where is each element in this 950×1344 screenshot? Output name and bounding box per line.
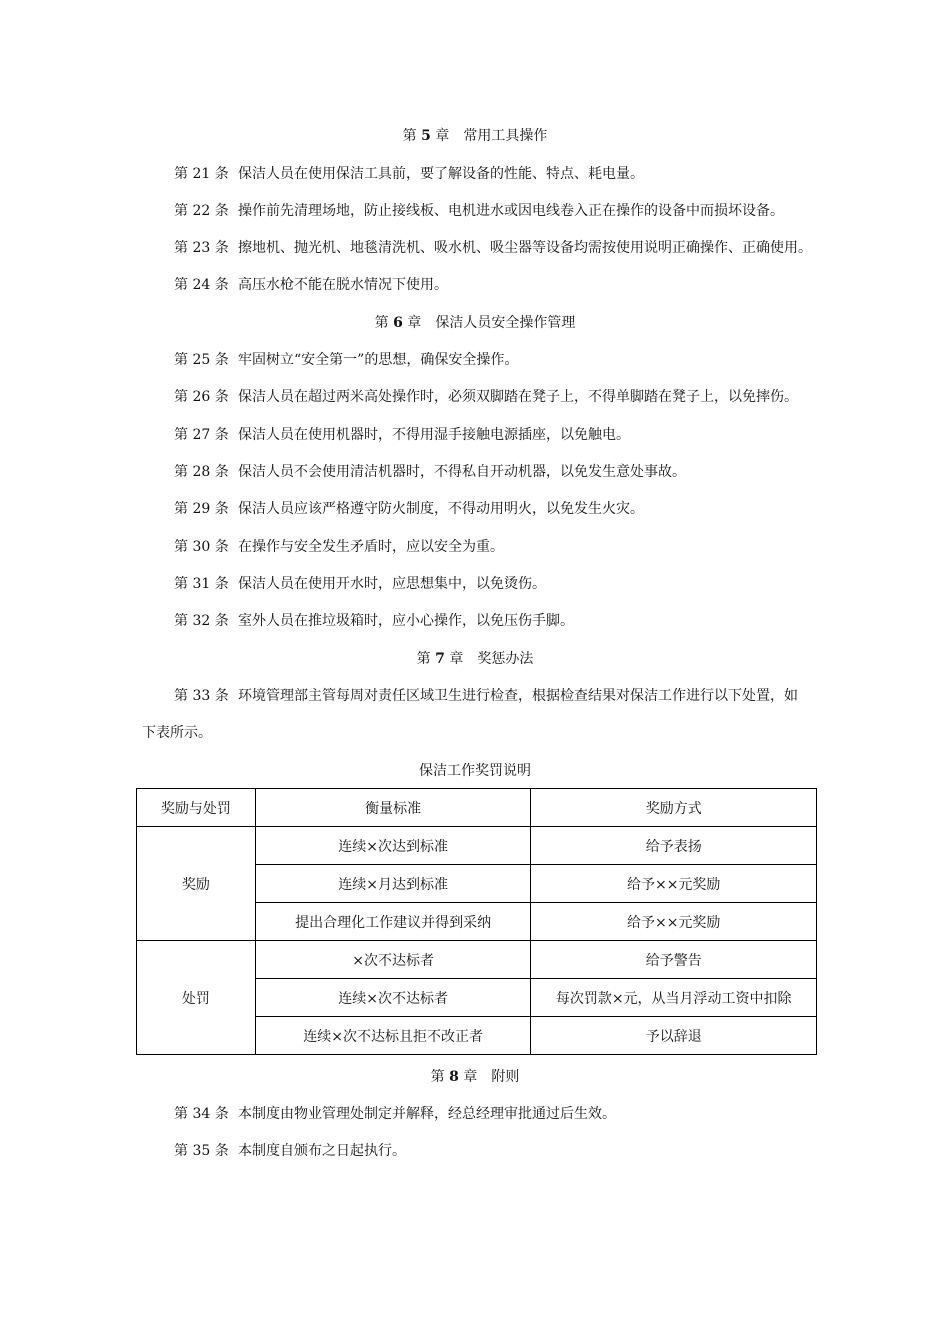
article: [174, 425, 630, 445]
article-text: 高压水枪不能在脱水情况下使用。: [238, 277, 448, 293]
method-cell: 予以辞退: [531, 1017, 817, 1055]
article-text: 保洁人员应该严格遵守防火制度，不得动用明火，以免发生火灾。: [238, 501, 644, 517]
table-caption: 保洁工作奖罚说明: [419, 763, 531, 779]
article: [174, 462, 686, 482]
group-label-reward: 奖励: [137, 827, 256, 941]
method-cell: 给予××元奖励: [531, 865, 817, 903]
chapter-title: 常用工具操作: [463, 128, 548, 144]
article: [174, 1141, 406, 1161]
chapter-heading: [0, 126, 950, 146]
chapter-number: 7: [435, 651, 445, 667]
article-text: 室外人员在推垃圾箱时，应小心操作，以免压伤手脚。: [238, 613, 574, 629]
article-text: 本制度自颁布之日起执行。: [238, 1143, 406, 1159]
chapter-heading: [0, 1067, 950, 1087]
chapter-title: 保洁人员安全操作管理: [435, 315, 576, 331]
article-number: 第 32 条: [174, 613, 229, 629]
article-text: 操作前先清理场地，防止接线板、电机进水或因电线卷入正在操作的设备中而损坏设备。: [238, 203, 784, 219]
article-text: 在操作与安全发生矛盾时，应以安全为重。: [238, 539, 504, 555]
article-number: 第 35 条: [174, 1143, 229, 1159]
table-header-cell: 衡量标准: [255, 789, 531, 827]
article-number: 第 30 条: [174, 539, 229, 555]
article: [174, 499, 644, 519]
criterion-cell: 提出合理化工作建议并得到采纳: [255, 903, 531, 941]
chapter-heading: [0, 313, 950, 333]
article-number: 第 25 条: [174, 352, 229, 368]
article-number: 第 21 条: [174, 166, 229, 182]
article: [174, 686, 798, 706]
criterion-cell: 连续×次达到标准: [255, 827, 531, 865]
chapter-prefix: 第: [416, 651, 431, 667]
chapter-suffix: 章: [463, 1069, 478, 1085]
article-text: 保洁人员在使用开水时，应思想集中，以免烫伤。: [238, 576, 546, 592]
article-text: 保洁人员在超过两米高处操作时，必须双脚踏在凳子上，不得单脚踏在凳子上，以免摔伤。: [238, 389, 798, 405]
chapter-number: 6: [393, 315, 403, 331]
method-cell: 每次罚款×元，从当月浮动工资中扣除: [531, 979, 817, 1017]
article-number: 第 27 条: [174, 427, 229, 443]
chapter-prefix: 第: [402, 128, 417, 144]
article-number: 第 28 条: [174, 464, 229, 480]
article: [174, 1104, 616, 1124]
table-row: [137, 941, 817, 979]
article-text: 保洁人员不会使用清洁机器时，不得私自开动机器，以免发生意处事故。: [238, 464, 686, 480]
chapter-title: 附则: [491, 1069, 520, 1085]
table-row: [137, 827, 817, 865]
chapter-number: 5: [421, 128, 431, 144]
article: [174, 350, 518, 370]
article-text: 保洁人员在使用保洁工具前，要了解设备的性能、特点、耗电量。: [238, 166, 644, 182]
table-header-cell: 奖励与处罚: [137, 789, 256, 827]
article-text: 本制度由物业管理处制定并解释，经总经理审批通过后生效。: [238, 1106, 616, 1122]
method-cell: 给予××元奖励: [531, 903, 817, 941]
chapter-number: 8: [449, 1069, 459, 1085]
table-header-row: [137, 789, 817, 827]
method-cell: 给予表扬: [531, 827, 817, 865]
article-text: 环境管理部主管每周对责任区域卫生进行检查，根据检查结果对保洁工作进行以下处置，如: [238, 688, 798, 704]
table-header-cell: 奖励方式: [531, 789, 817, 827]
article: [174, 537, 504, 557]
criterion-cell: 连续×次不达标者: [255, 979, 531, 1017]
method-cell: 给予警告: [531, 941, 817, 979]
reward-penalty-table: [136, 788, 817, 1055]
chapter-prefix: 第: [374, 315, 389, 331]
article: [174, 387, 798, 407]
article: [174, 574, 546, 594]
chapter-title: 奖惩办法: [477, 651, 534, 667]
article-text: 牢固树立“安全第一”的思想，确保安全操作。: [238, 352, 519, 368]
article-number: 第 26 条: [174, 389, 229, 405]
article: [174, 201, 784, 221]
criterion-cell: 连续×月达到标准: [255, 865, 531, 903]
article-number: 第 24 条: [174, 277, 229, 293]
criterion-cell: ×次不达标者: [255, 941, 531, 979]
article: [174, 611, 574, 631]
article-continuation: 下表所示。: [142, 725, 212, 741]
article: [174, 164, 644, 184]
article: [174, 238, 812, 258]
article-number: 第 31 条: [174, 576, 229, 592]
chapter-suffix: 章: [435, 128, 450, 144]
article-number: 第 22 条: [174, 203, 229, 219]
article-text: 保洁人员在使用机器时，不得用湿手接触电源插座，以免触电。: [238, 427, 630, 443]
article-number: 第 33 条: [174, 688, 229, 704]
article-number: 第 29 条: [174, 501, 229, 517]
chapter-prefix: 第: [430, 1069, 445, 1085]
article-number: 第 23 条: [174, 240, 229, 256]
article-text: 擦地机、抛光机、地毯清洗机、吸水机、吸尘器等设备均需按使用说明正确操作、正确使用。: [238, 240, 812, 256]
chapter-suffix: 章: [407, 315, 422, 331]
article: [174, 275, 448, 295]
group-label-penalty: 处罚: [137, 941, 256, 1055]
criterion-cell: 连续×次不达标且拒不改正者: [255, 1017, 531, 1055]
chapter-suffix: 章: [449, 651, 464, 667]
chapter-heading: [0, 649, 950, 669]
article-number: 第 34 条: [174, 1106, 229, 1122]
